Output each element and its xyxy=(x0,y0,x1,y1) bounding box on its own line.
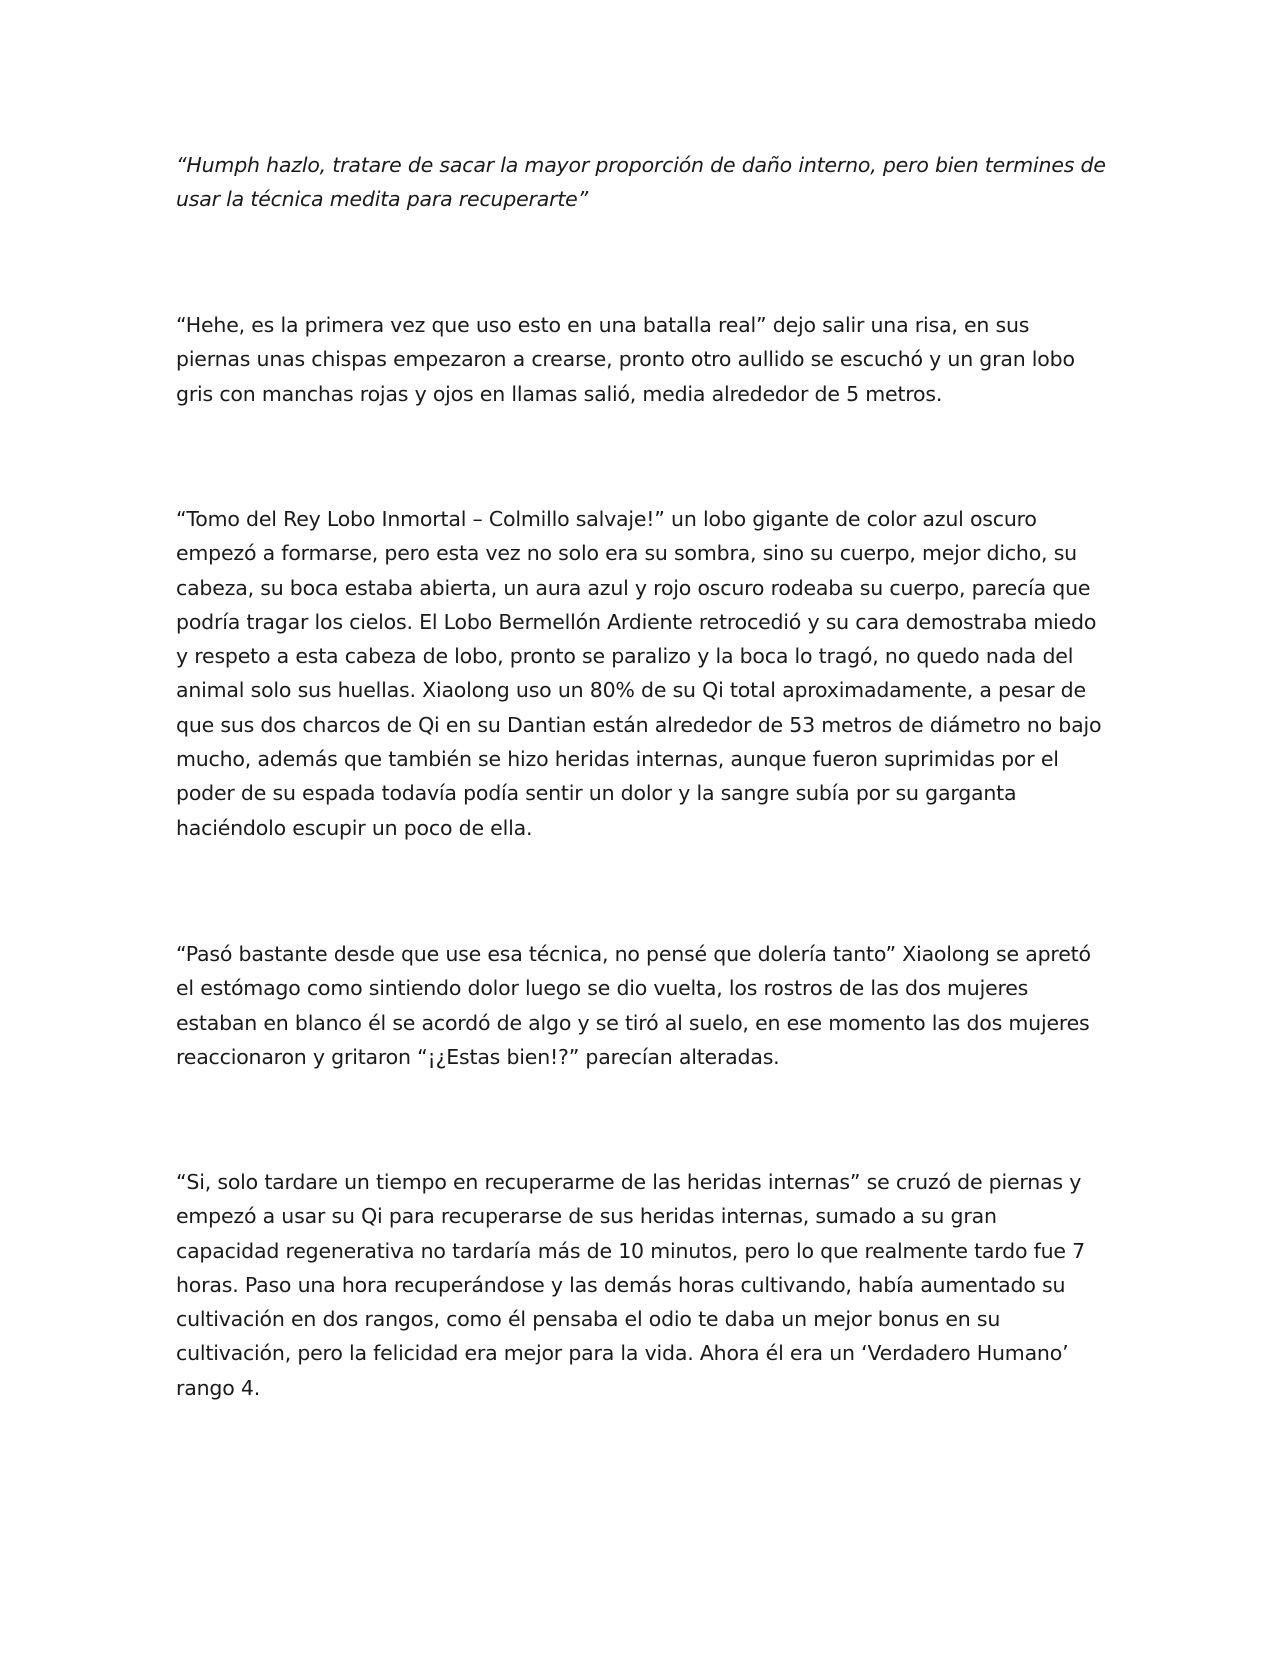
paragraph-2: “Hehe, es la primera vez que uso esto en una batalla real” dejo salir una risa, en sus piernas unas chispas empezaron a crearse, pronto otro aullido se escuchó y un gran lobo gris con manchas rojas y ojos en llamas salió, media alrededor de 5 metros. xyxy=(176,313,1075,406)
paragraph-5: “Si, solo tardare un tiempo en recuperarme de las heridas internas” se cruzó de piernas y empezó a usar su Qi para recuperarse de sus heridas internas, sumado a su gran capacidad regenerativa no tardaría más de 10 minutos, pero lo que realmente tardo fue 7 horas. Paso una hora recuperándose y las demás horas cultivando, había aumentado su cultivación en dos rangos, como él pensaba el odio te daba un mejor bonus en su cultivación, pero la felicidad era mejor para la vida. Ahora él era un ‘Verdadero Humano’ rango 4. xyxy=(176,1170,1086,1400)
paragraph-4: “Pasó bastante desde que use esa técnica, no pensé que dolería tanto” Xiaolong se apretó el estómago como sintiendo dolor luego se dio vuelta, los rostros de las dos mujeres estaban en blanco él se acordó de algo y se tiró al suelo, en ese momento las dos mujeres reaccionaron y gritaron “¡¿Estas bien!?” parecían alteradas. xyxy=(176,942,1091,1069)
paragraph-3: “Tomo del Rey Lobo Inmortal – Colmillo salvaje!” un lobo gigante de color azul oscuro empezó a formarse, pero esta vez no solo era su sombra, sino su cuerpo, mejor dicho, su cabeza, su boca estaba abierta, un aura azul y rojo oscuro rodeaba su cuerpo, parecía que podría tragar los cielos. El Lobo Bermellón Ardiente retrocedió y su cara demostraba miedo y respeto a esta cabeza de lobo, pronto se paralizo y la boca lo tragó, no quedo nada del animal solo sus huellas. Xiaolong uso un 80% de su Qi total aproximadamente, a pesar de que sus dos charcos de Qi en su Dantian están alrededor de 53 metros de diámetro no bajo mucho, además que también se hizo heridas internas, aunque fueron suprimidas por el poder de su espada todavía podía sentir un dolor y la sangre subía por su garganta haciéndolo escupir un poco de ella. xyxy=(176,507,1102,840)
paragraph-1: “Humph hazlo, tratare de sacar la mayor proporción de daño interno, pero bien termines de usar la técnica medita para recuperarte” xyxy=(176,153,1106,212)
